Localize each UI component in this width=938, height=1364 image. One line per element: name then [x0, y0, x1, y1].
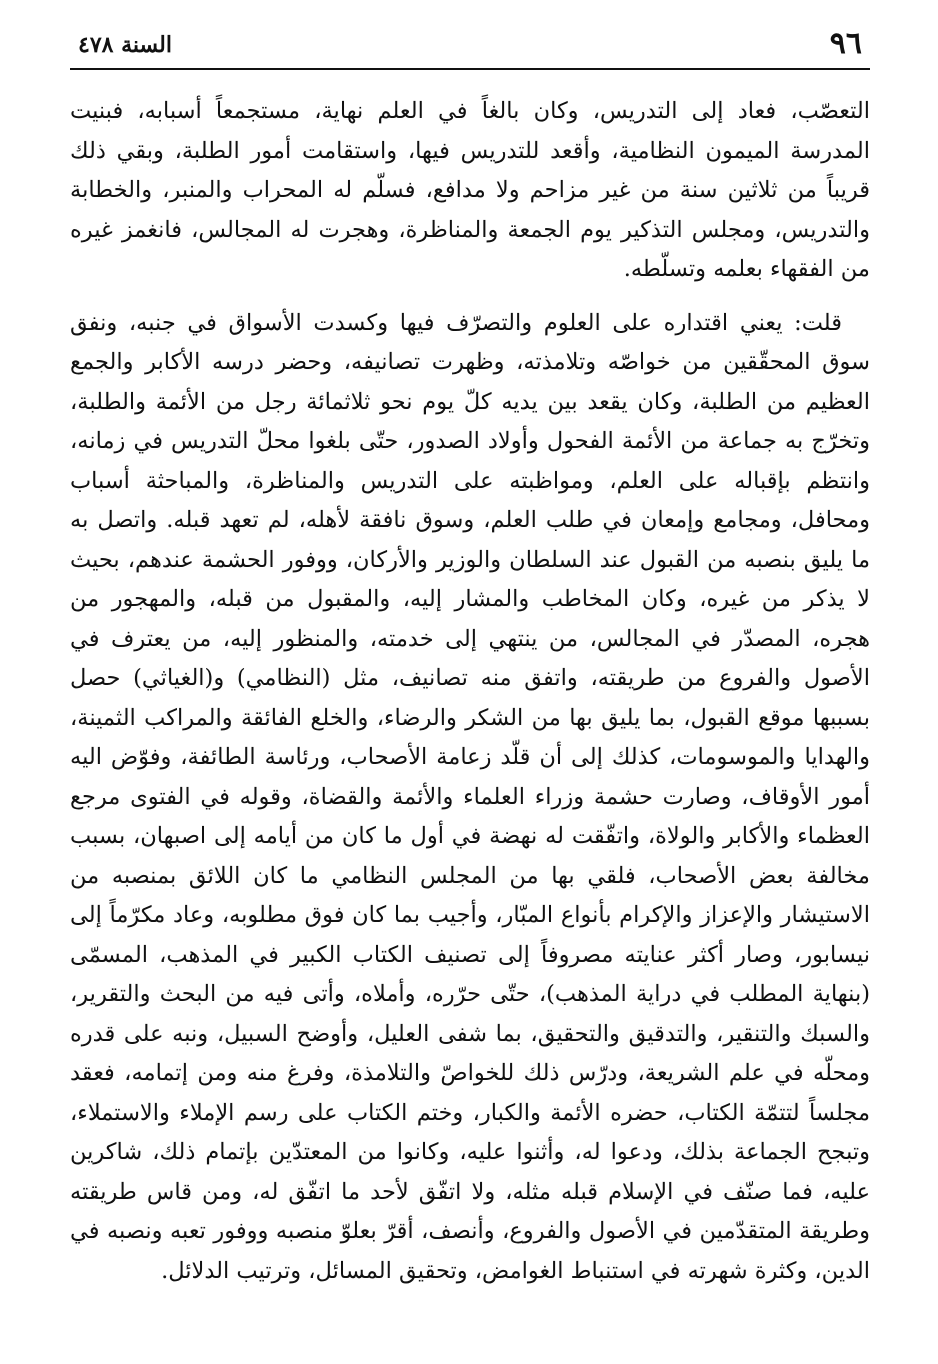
- book-page: [70, 20, 870, 1340]
- page-number: ٩٦: [829, 26, 862, 61]
- page-header: [70, 20, 870, 70]
- paragraph-commentary: قلت: يعني اقتداره على العلوم والتصرّف فيها وكسدت الأسواق في جنبه، ونفق سوق المحقّقين من خواصّه وتلامذته، وظهرت تصانيفه، وحضر درسه الأكابر والجمع العظيم من الطلبة، وكان يقعد بين يديه كلّ يوم نحو ثلاثمائة رجل من الأئمة والطلبة، وتخرّج به جماعة من الأئمة الفحول وأولاد الصدور، حتّى بلغوا محلّ التدريس في زمانه، وانتظم بإقباله على العلم، ومواظبته على التدريس والمناظرة، والمباحثة أسباب ومحافل، ومجامع وإمعان في طلب العلم، وسوق نافقة لأهله، لم تعهد قبله. واتصل به ما يليق بنصبه من القبول عند السلطان والوزير والأركان، ووفور الحشمة عندهم، بحيث لا يذكر من غيره، وكان المخاطب والمشار إليه، والمقبول من قبله، والمهجور من هجره، المصدّر في المجالس، من ينتهي إلى خدمته، والمنظور إليه، من يعترف في الأصول والفروع من طريقته، واتفق منه تصانيف، مثل (النظامي) و(الغياثي) حصل بسببها موقع القبول، بما يليق بها من الشكر والرضاء، والخلع الفائقة والمراكب الثمينة، والهدايا والموسومات، كذلك إلى أن قلّد زعامة الأصحاب، ورئاسة الطائفة، وفوّض اليه أمور الأوقاف، وصارت حشمة وزراء العلماء والأئمة والقضاة، وقوله في الفتوى مرجع العظماء والأكابر والولاة، واتفّقت له نهضة في أول ما كان من أيامه إلى اصبهان، بسبب مخالفة بعض الأصحاب، فلقي بها من المجلس النظامي ما كان اللائق بمنصبه من الاستيشار والإعزاز والإكرام بأنواع المبّار، وأجيب بما كان فوق مطلوبه، وعاد مكرّماً إلى نيسابور، وصار أكثر عنايته مصروفاً إلى تصنيف الكتاب الكبير في المذهب، المسمّى (بنهاية المطلب في دراية المذهب)، حتّى حرّره، وأملاه، وأتى فيه من البحث والتقرير، والسبك والتنقير، والتدقيق والتحقيق، بما شفى العليل، وأوضح السبيل، ونبه على قدره ومحلّه في علم الشريعة، ودرّس ذلك للخواصّ والتلامذة، وفرغ منه ومن إتمامه، فعقد مجلساً لتتمّة الكتاب، حضره الأئمة والكبار، وختم الكتاب على رسم الإملاء والاستملاء، وتبجح الجماعة بذلك، ودعوا له، وأثنوا عليه، وكانوا من المعتدّين بإتمام ذلك، شاكرين عليه، فما صنّف في الإسلام قبله مثله، ولا اتفّق لأحد ما اتفّق له، ومن قاس طريقته وطريقة المتقدّمين في الأصول والفروع، وأنصف، أقرّ بعلوّ منصبه ووفور تعبه ونصبه في الدين، وكثرة شهرته في استنباط الغوامض، وتحقيق المسائل، وترتيب الدلائل.: [70, 309, 870, 1284]
- page-body: [70, 92, 870, 1291]
- paragraph-continuation: التعصّب، فعاد إلى التدريس، وكان بالغاً في العلم نهاية، مستجمعاً أسبابه، فبنيت المدرسة الميمون النظامية، وأقعد للتدريس فيها، واستقامت أمور الطلبة، وبقي ذلك قريباً من ثلاثين سنة من غير مزاحم ولا مدافع، فسلّم له المحراب والمنبر، والخطابة والتدريس، ومجلس التذكير يوم الجمعة والمناظرة، وهجرت له المجالس، فانغمز غيره من الفقهاء بعلمه وتسلّطه.: [70, 98, 870, 282]
- year-label: السنة ٤٧٨: [78, 32, 172, 58]
